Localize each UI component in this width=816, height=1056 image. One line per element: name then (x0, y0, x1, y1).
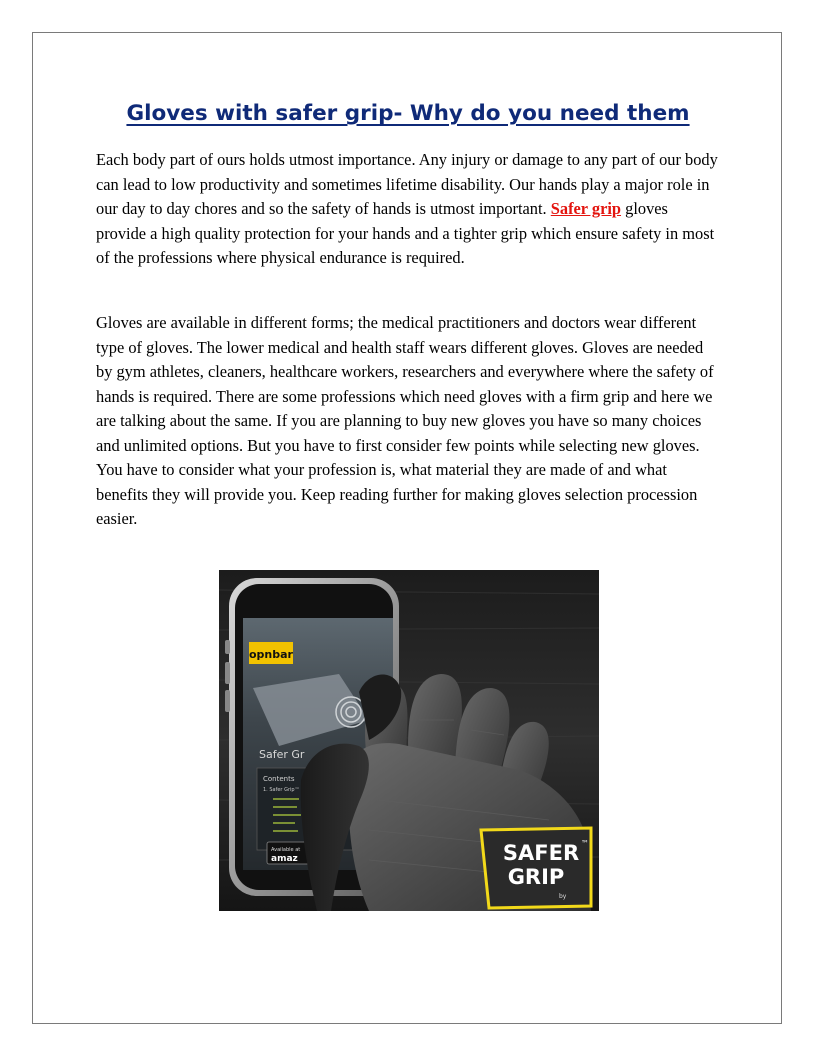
opnbar-logo-text: opnbar (249, 648, 293, 661)
glove-brand-line2: GRIP (507, 865, 565, 889)
document-title: Gloves with safer grip- Why do you need them (126, 101, 690, 126)
paragraph-1-text-end: gloves provide a high quality protection for your hands and a tighter grip which ensure safety in most of the professions where physical endurance is required. (96, 199, 715, 267)
paragraph-1 (96, 148, 720, 271)
phone-contents-label: Contents (263, 775, 295, 783)
product-illustration (219, 570, 599, 911)
amazon-badge-line2: amaz (271, 854, 298, 864)
paragraph-2: Gloves are available in different forms; the medical practitioners and doctors wear different type of gloves. The lower medical and health staff wears different gloves. Gloves are needed by gym athletes, cleaners, healthcare workers, researchers and everywhere where the safety of hands is required. There are some professions which need gloves with a firm grip and here we are talking about the same. If you are planning to buy new gloves you have so many choices and unlimited options. But you have to first consider few points while selecting new gloves. You have to consider what your profession is, what material they are made of and what benefits they will provide you. Keep reading further for making gloves selection procession easier. (96, 313, 714, 528)
safer-grip-link[interactable]: Safer grip (550, 199, 622, 218)
phone-contents-item: 1. Safer Grip™ (263, 787, 300, 793)
product-image (219, 570, 599, 911)
glove-brand-line1: SAFER (502, 841, 580, 865)
glove-brand-tm: ™ (581, 839, 589, 848)
amazon-badge-line1: Available at (271, 847, 301, 853)
glove-brand-by: by (559, 893, 567, 900)
paragraph-1-text-start: Each body part of ours holds utmost importance. Any injury or damage to any part of our body can lead to low productivity and sometimes lifetime disability. Our hands play a major role in our day to day chores and so the safety of hands is utmost important. (96, 150, 718, 218)
phone-app-title: Safer Gr (259, 748, 305, 761)
